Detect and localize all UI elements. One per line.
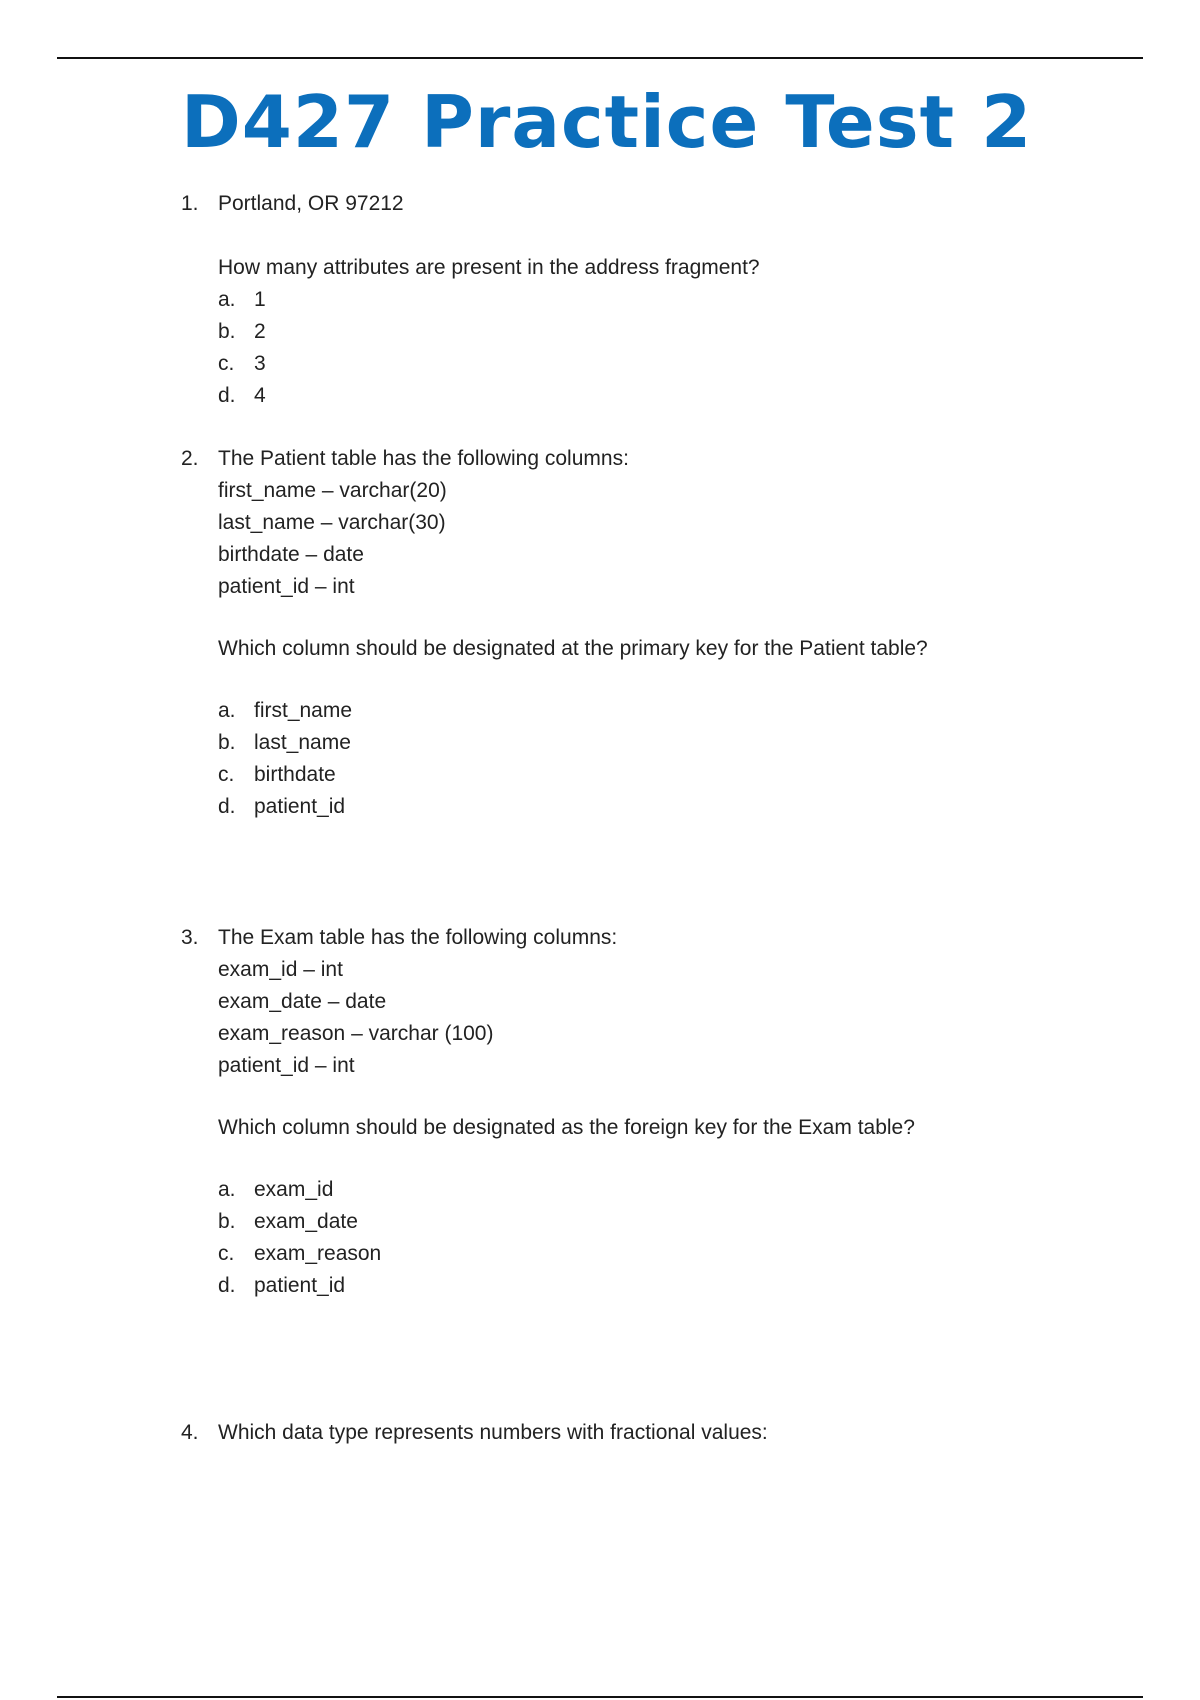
answer-option-d [218,1270,1118,1302]
option-text: 1 [254,288,266,311]
option-letter: b. [218,320,236,343]
column-definition: first_name – varchar(20) [218,479,447,502]
column-definition: patient_id – int [218,575,355,598]
option-letter: d. [218,1274,236,1297]
option-letter: a. [218,1178,236,1201]
question-prompt: Which column should be designated as the foreign key for the Exam table? [218,1116,915,1139]
answer-options [218,1174,1118,1302]
option-letter: d. [218,795,236,818]
page-title: D427 Practice Test 2 [181,80,1033,164]
option-text: patient_id [254,795,346,818]
option-text: 2 [254,320,266,343]
option-text: 4 [254,384,266,407]
option-text: 3 [254,352,266,375]
option-letter: d. [218,384,236,407]
answer-option-a [218,284,1118,316]
option-text: exam_reason [254,1242,382,1265]
question-body [218,188,1118,412]
question-body [218,443,1118,823]
answer-option-b [218,316,1118,348]
answer-option-c [218,348,1118,380]
column-definition: birthdate – date [218,543,364,566]
option-text: exam_date [254,1210,358,1233]
answer-option-a [218,1174,1118,1206]
answer-options [218,284,1118,412]
question-prompt: How many attributes are present in the address fragment? [218,256,760,279]
question-number: 1. [181,192,199,215]
option-text: birthdate [254,763,336,786]
answer-option-b [218,727,1118,759]
top-rule [57,57,1143,59]
question-stem: Which data type represents numbers with fractional values: [218,1421,768,1444]
column-definition: last_name – varchar(30) [218,511,446,534]
question-stem: The Exam table has the following columns: [218,926,618,949]
question-number: 3. [181,926,199,949]
option-letter: a. [218,288,236,311]
question-body [218,1417,1118,1449]
option-letter: c. [218,763,235,786]
question-body [218,922,1118,1302]
option-text: patient_id [254,1274,346,1297]
question-stem: Portland, OR 97212 [218,192,404,215]
answer-option-a [218,695,1118,727]
question-number: 4. [181,1421,199,1444]
answer-options [218,695,1118,823]
bottom-rule [57,1696,1143,1698]
column-definition: patient_id – int [218,1054,355,1077]
question-number: 2. [181,447,199,470]
answer-option-d [218,791,1118,823]
answer-option-c [218,759,1118,791]
column-definition: exam_id – int [218,958,343,981]
column-definition: exam_reason – varchar (100) [218,1022,494,1045]
option-letter: b. [218,1210,236,1233]
question-stem: The Patient table has the following columns: [218,447,629,470]
option-letter: a. [218,699,236,722]
option-text: exam_id [254,1178,334,1201]
answer-option-c [218,1238,1118,1270]
answer-option-d [218,380,1118,412]
option-text: last_name [254,731,351,754]
option-letter: c. [218,352,235,375]
option-text: first_name [254,699,353,722]
column-definition: exam_date – date [218,990,387,1013]
option-letter: b. [218,731,236,754]
answer-option-b [218,1206,1118,1238]
question-prompt: Which column should be designated at the primary key for the Patient table? [218,637,928,660]
option-letter: c. [218,1242,235,1265]
